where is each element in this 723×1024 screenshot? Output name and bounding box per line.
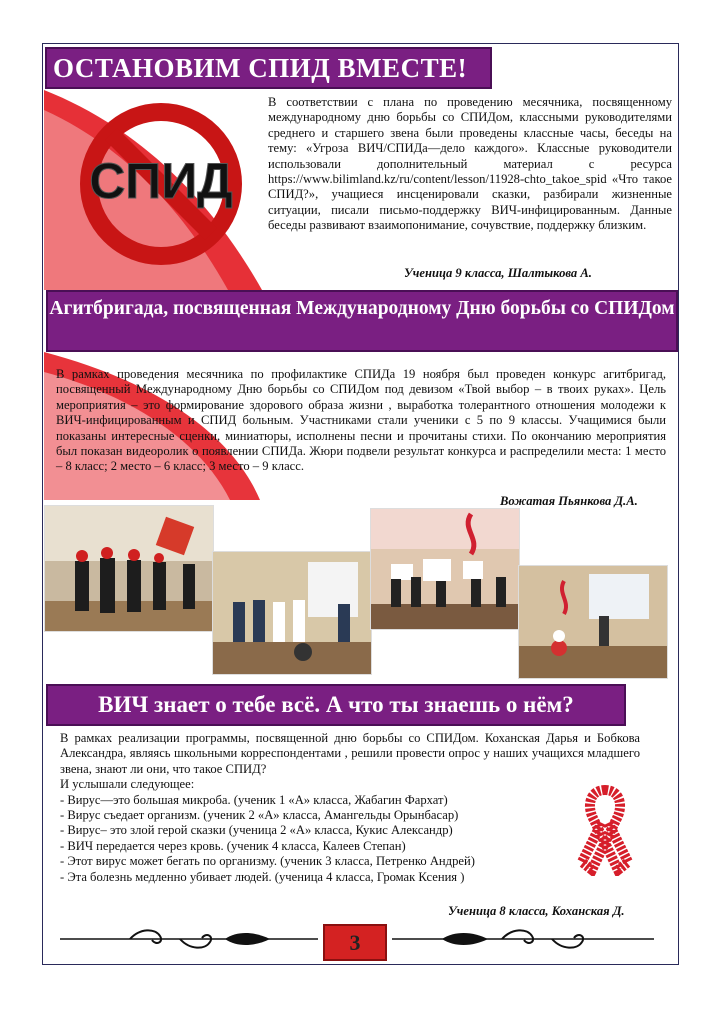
section1-body: В соответствии с плана по проведению месячника, посвященному международному дню борьбы со СПИДом, классными руководителями среднего и старшего звена были проведены классные часы, беседы на тему: «Угроза ВИЧ/СПИДа—дело каждого». Классные руководители использовали дополнительный материал с ресурса https://www.bilimland.kz/ru/content/lesson/11928-chto_takoe_spid «Что такое СПИД?», учащиеся инсценировали сказки, разбирали жизненные ситуации, писали письмо-поддержку ВИЧ-инфицированным. Данные беседы развивают взаимопонимание, сочувствие, поддержку близким. [268,95,672,233]
answer-item: - Эта болезнь медленно убивает людей. (ученица 4 класса, Громак Ксения ) [60,869,465,884]
photo-agitbrigade-1 [44,505,214,632]
photo-agitbrigade-3 [370,508,520,630]
section2-body: В рамках проведения месячника по профилактике СПИДа 19 ноября был проведен конкурс агитбригад, посвященный Международному Дню борьбы со СПИДом под девизом «Твой выбор – в твоих руках». Цель мероприятия – это формирование здорового образа жизни , выработка толерантного отношения молодежи к ВИЧ-инфицированным и СПИД больным. Участниками стали ученики с 5 по 9 классы. Учащимися были показаны интересные сценки, миниатюры, исполнены песни и прочитаны стихи. По окончанию мероприятия был показан видеоролик о появлении СПИДа. Жюри подвели результат конкурса и распределили места: 1 место – 8 класс; 2 место – 6 класс; 3 место – 9 класс. [56,367,666,474]
section3-signature: Ученица 8 класса, Коханская Д. [448,904,625,918]
answer-item: - Этот вирус может бегать по организму. (ученик 3 класса, Петренко Андрей) [60,854,475,869]
section1-title: ОСТАНОВИМ СПИД ВМЕСТЕ! [45,47,492,89]
section2-title: Агитбригада, посвященная Международному Дню борьбы со СПИДом [46,290,678,352]
section3-body [60,731,660,885]
stop-aids-logo-text: СПИД [89,153,233,209]
red-ribbon-icon [572,784,638,876]
answer-item: - ВИЧ передается через кровь. (ученик 4 класса, Калеев Степан) [60,838,406,853]
page-number: 3 [323,924,387,961]
section3-title: ВИЧ знает о тебе всё. А что ты знаешь о нём? [46,684,626,726]
section3-lead: И услышали следующее: [60,777,195,792]
section2-signature: Вожатая Пьянкова Д.А. [500,494,638,508]
photo-agitbrigade-4 [518,565,668,679]
answer-item: - Вирус—это большая микроба. (ученик 1 «А» класса, Жабагин Фархат) [60,792,448,807]
section1-signature: Ученица 9 класса, Шалтыкова А. [404,266,592,280]
section3-intro: В рамках реализации программы, посвященной дню борьбы со СПИДом. Коханская Дарья и Бобкова Александра, являясь школьными корреспондентами , решили провести опрос у наших учащихся младшего звена, знают ли они, что такое СПИД? [60,731,640,776]
answer-item: - Вирус съедает организм. (ученик 2 «А» класса, Амангельды Орынбасар) [60,808,459,823]
right-ornament-decoration [392,928,654,950]
photo-agitbrigade-2 [212,551,372,675]
stop-aids-icon [66,98,256,270]
answer-item: - Вирус– это злой герой сказки (ученица 2 «А» класса, Кукис Александр) [60,823,453,838]
left-ornament-decoration [60,928,318,950]
